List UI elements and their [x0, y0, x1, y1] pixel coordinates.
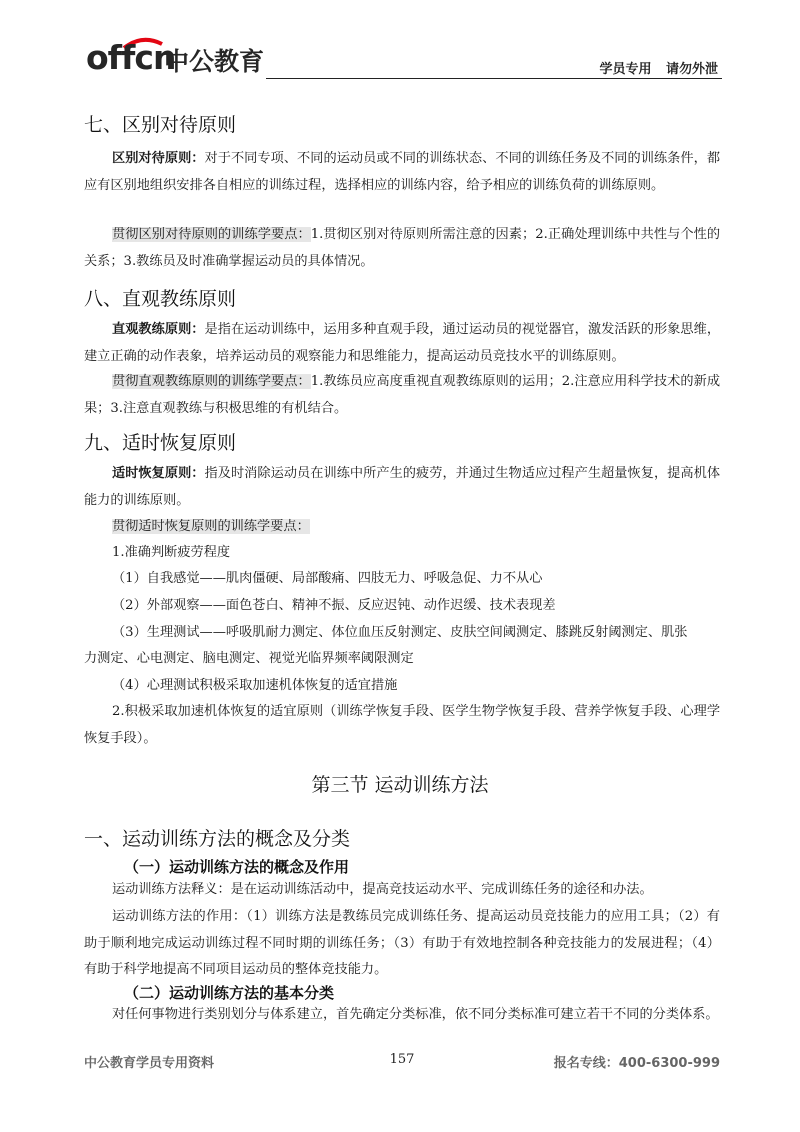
section-8-key-text: 1.教练员应高度重视直观教练原则的运用；2.注意应用科学技术的新成果；3.注意直观教练与积极思维的有机结合。: [84, 374, 721, 416]
section-7-def-text: 对于不同专项、不同的运动员或不同的训练状态、不同的训练任务及不同的训练条件，都应有区别地组织安排各自相应的训练过程，选择相应的训练内容，给予相应的训练负荷的训练原则。: [84, 151, 721, 193]
section-7-term: 区别对待原则：: [112, 151, 205, 166]
header-tag: [599, 58, 718, 77]
chapter-title: 第三节 运动训练方法: [311, 774, 489, 796]
section-8-term: 直观教练原则：: [112, 322, 205, 337]
section-8-title: 八、直观教练原则: [84, 288, 237, 310]
section-9-item-2: 2.积极采取加速机体恢复的适宜原则（训练学恢复手段、医学生物学恢复手段、营养学恢复手段、心理学恢复手段）。: [84, 704, 720, 746]
section-7-key-label: 贯彻区别对待原则的训练学要点：: [112, 227, 311, 242]
chapter-roles: 运动训练方法的作用：（1）训练方法是教练员完成训练任务、提高运动员竞技能力的应用工具；（2）有助于顺利地完成运动训练过程不同时期的训练任务；（3）有助于有效地控制各种竞技能力的发展进程；（4）有助于科学地提高不同项目运动员的整体竞技能力。: [84, 909, 720, 977]
chapter-subheading-1: （一）运动训练方法的概念及作用: [124, 858, 350, 876]
section-9-sub-2: （2）外部观察——面色苍白、精神不振、反应迟钝、动作迟缓、技术表现差: [112, 598, 556, 613]
section-7-key-text: 1.贯彻区别对待原则所需注意的因素；2.正确处理训练中共性与个性的关系；3.教练员及时准确掌握运动员的具体情况。: [84, 227, 721, 269]
footer-hotline: 报名专线：400-6300-999: [553, 1056, 720, 1071]
page-footer: [84, 1052, 720, 1076]
section-9-definition: [84, 461, 720, 514]
logo-text-zh: 中公教育: [164, 47, 265, 76]
section-7-definition: [84, 146, 720, 199]
page-header: [80, 36, 722, 82]
header-tag-left: 学员专用: [599, 62, 652, 77]
logo-text-en: offcn: [86, 38, 176, 77]
section-9-sub-3: （3）生理测试——呼吸肌耐力测定、体位血压反射测定、皮肤空间阈测定、膝跳反射阈测定、肌张: [112, 625, 688, 640]
section-9-key-label: 贯彻适时恢复原则的训练学要点：: [112, 519, 310, 534]
section-9-sub-1: （1）自我感觉——肌肉僵硬、局部酸痛、四肢无力、呼吸急促、力不从心: [112, 571, 543, 586]
chapter-definition: 运动训练方法释义：是在运动训练活动中，提高竞技运动水平、完成训练任务的途径和办法。: [112, 882, 653, 897]
footer-label: 中公教育学员专用资料: [84, 1056, 215, 1071]
section-7-title: 七、区别对待原则: [84, 114, 237, 136]
section-8-definition: [84, 317, 720, 370]
section-8-keypoints: [84, 369, 720, 422]
section-7-keypoints: [84, 222, 720, 275]
header-rule: [266, 78, 722, 79]
header-tag-right: 请勿外泄: [665, 62, 718, 77]
section-8-def-text: 是指在运动训练中，运用多种直观手段，通过运动员的视觉器官，激发活跃的形象思维，建立正确的动作表象，培养运动员的观察能力和思维能力，提高运动员竞技水平的训练原则。: [84, 322, 721, 364]
section-9-sub-3-cont: 力测定、心电测定、脑电测定、视觉光临界频率阈限测定: [84, 651, 414, 666]
chapter-classification: 对任何事物进行类别划分与体系建立，首先确定分类标准，依不同分类标准可建立若干不同的分类体系。: [112, 1007, 719, 1022]
section-9-title: 九、适时恢复原则: [84, 432, 237, 454]
section-9-item-1: 1.准确判断疲劳程度: [112, 545, 231, 560]
section-9-term: 适时恢复原则：: [112, 466, 205, 481]
page-number: 157: [389, 1052, 415, 1067]
chapter-subheading-2: （二）运动训练方法的基本分类: [124, 984, 335, 1002]
section-8-key-label: 贯彻直观教练原则的训练学要点：: [112, 374, 311, 389]
offcn-logo: [80, 36, 280, 82]
section-9-def-text: 指及时消除运动员在训练中所产生的疲劳，并通过生物适应过程产生超量恢复，提高机体能力的训练原则。: [84, 466, 721, 508]
section-9-sub-4: （4）心理测试积极采取加速机体恢复的适宜措施: [112, 678, 398, 693]
chapter-heading-1: 一、运动训练方法的概念及分类: [84, 828, 351, 850]
